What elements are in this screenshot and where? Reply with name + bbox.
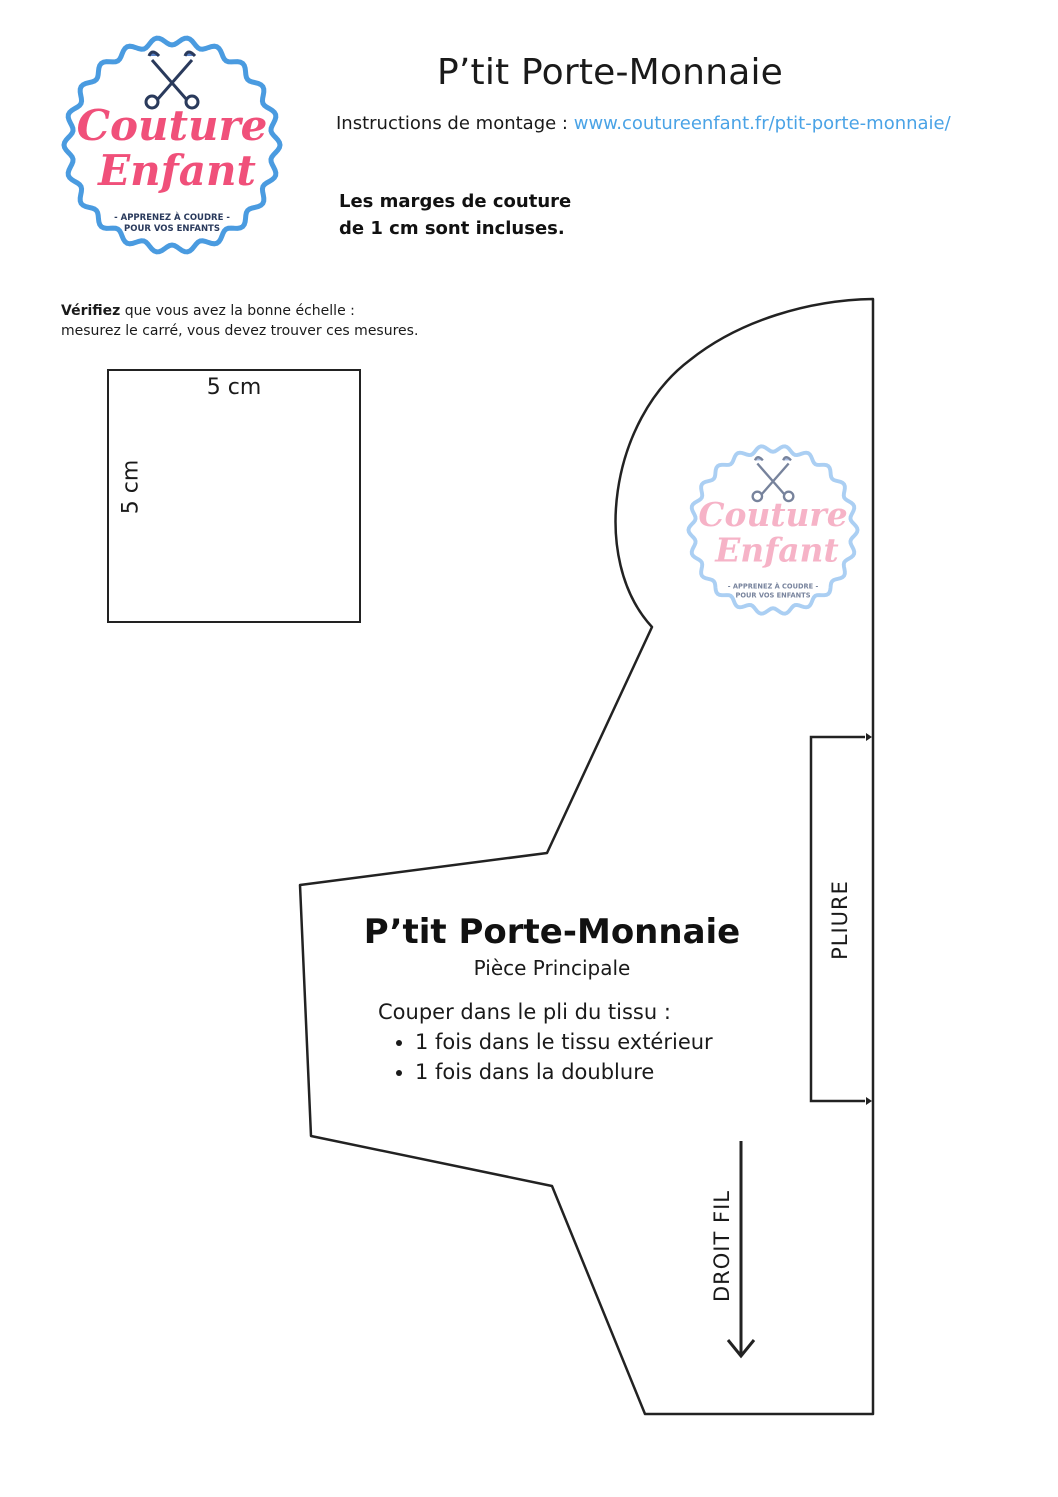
fold-arrow-bottom-icon — [866, 1097, 872, 1105]
logo-tagline1: - APPRENEZ À COUDRE - — [114, 213, 230, 223]
watermark-text-line2: Enfant — [715, 530, 839, 570]
instructions-link[interactable]: www.coutureenfant.fr/ptit-porte-monnaie/ — [573, 113, 951, 134]
seam-allowance-line2: de 1 cm sont incluses. — [339, 218, 565, 239]
document-title: P’tit Porte-Monnaie — [436, 52, 784, 93]
fold-label: PLIURE — [828, 880, 852, 960]
cut-list — [378, 1027, 713, 1087]
piece-subtitle: Pièce Principale — [473, 956, 631, 980]
scale-square-width-label: 5 cm — [206, 375, 262, 400]
scale-square-height-label: 5 cm — [118, 459, 144, 515]
watermark-text-line1: Couture — [698, 495, 848, 535]
couture-enfant-watermark-logo — [683, 440, 863, 620]
cut-instructions — [378, 997, 713, 1087]
instructions-label: Instructions de montage : — [336, 113, 574, 134]
cut-heading: Couper dans le pli du tissu : — [378, 1000, 671, 1024]
seam-allowance-line1: Les marges de couture — [339, 191, 572, 212]
scale-check-line2: mesurez le carré, vous devez trouver ces mesures. — [61, 323, 419, 339]
scale-check-bold: Vérifiez — [61, 303, 121, 319]
piece-title: P’tit Porte-Monnaie — [363, 912, 741, 952]
logo-tagline2: POUR VOS ENFANTS — [124, 224, 220, 234]
fold-arrow-top-icon — [866, 733, 872, 741]
cut-item-lining: • 1 fois dans la doublure — [415, 1057, 713, 1087]
logo-text-line2: Enfant — [98, 146, 256, 195]
scale-check-line1-rest: que vous avez la bonne échelle : — [120, 303, 355, 319]
logo-text-line1: Couture — [76, 101, 268, 150]
watermark-tagline2: POUR VOS ENFANTS — [735, 591, 811, 600]
grain-label: DROIT FIL — [710, 1190, 734, 1302]
cut-item-outer-fabric: • 1 fois dans le tissu extérieur — [415, 1027, 713, 1057]
watermark-tagline1: - APPRENEZ À COUDRE - — [727, 582, 819, 591]
